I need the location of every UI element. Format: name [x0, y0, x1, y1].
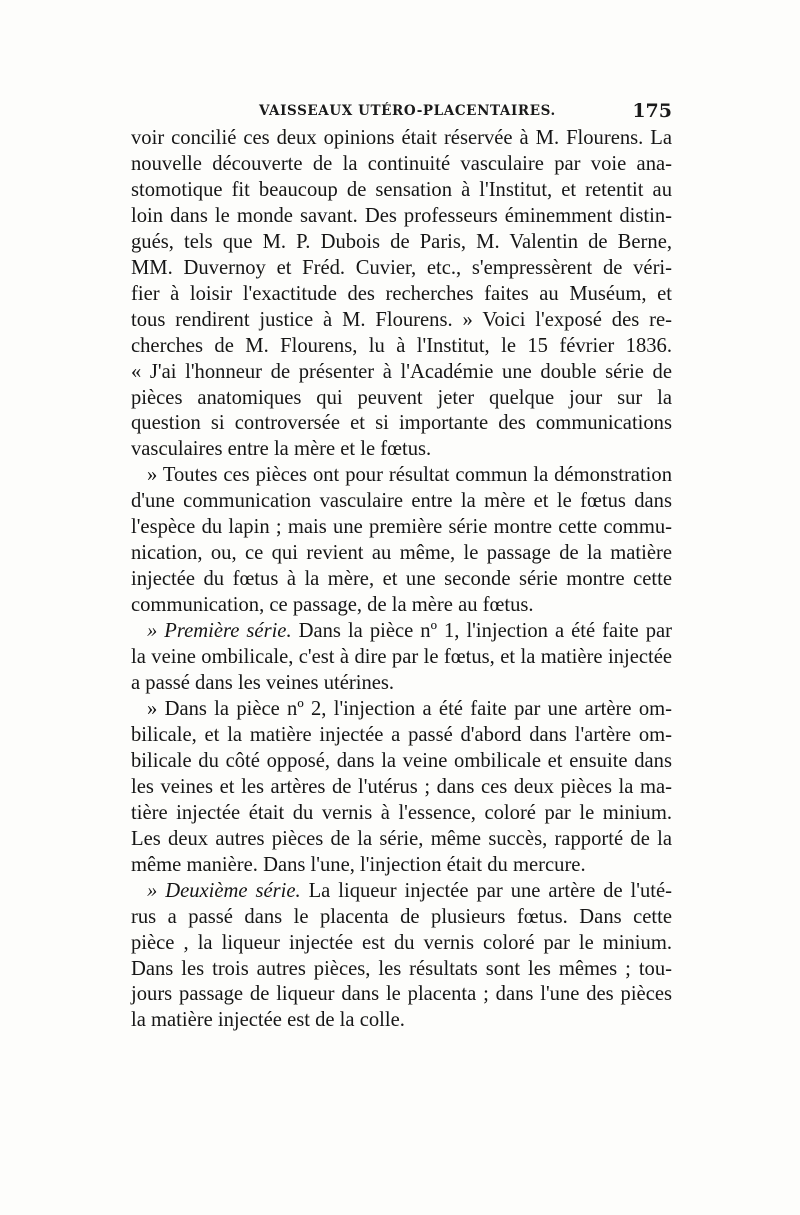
text-line [131, 879, 672, 905]
text-line: communication, ce passage, de la mère au fœtus. [131, 594, 534, 617]
text-line: jours passage de liqueur dans le placenta ; dans l'une des pièces [131, 983, 672, 1006]
running-title: VAISSEAUX UTÉRO-PLACENTAIRES. [259, 103, 556, 119]
text-line: cherches de M. Flourens, lu à l'Institut, le 15 février 1836. [131, 334, 672, 357]
text-line: question si controversée et si importante des communications [131, 412, 672, 435]
text-line: bilicale du côté opposé, dans la veine ombilicale et ensuite dans [131, 749, 672, 772]
text-line: MM. Duvernoy et Fréd. Cuvier, etc., s'empressèrent de véri- [131, 256, 672, 279]
text-line: » Dans la pièce nº 2, l'injection a été faite par une artère om- [147, 697, 672, 720]
text-line: nication, ou, ce qui revient au même, le passage de la matière [131, 542, 672, 565]
text-line: la matière injectée est de la colle. [131, 1009, 405, 1032]
text-line: nouvelle découverte de la continuité vasculaire par voie ana- [131, 152, 672, 175]
text-line: rus a passé dans le placenta de plusieurs fœtus. Dans cette [131, 905, 672, 928]
text-line: injectée du fœtus à la mère, et une seconde série montre cette [131, 568, 672, 591]
text-line: d'une communication vasculaire entre la mère et le fœtus dans [131, 490, 672, 513]
section-heading-italic: » Première série. [147, 620, 292, 643]
text-line: vasculaires entre la mère et le fœtus. [131, 438, 432, 461]
text-line: Les deux autres pièces de la série, même succès, rapporté de la [131, 827, 672, 850]
text-line-rest: La liqueur injectée par une artère de l'uté- [300, 879, 672, 902]
text-line [131, 619, 672, 645]
text-line: voir concilié ces deux opinions était réservée à M. Flourens. La [131, 127, 672, 149]
text-line: a passé dans les veines utérines. [131, 672, 395, 695]
text-line-rest: Dans la pièce nº 1, l'injection a été faite par [291, 620, 673, 643]
text-line: fier à loisir l'exactitude des recherches faites au Muséum, et [131, 282, 672, 305]
text-line: tous rendirent justice à M. Flourens. » Voici l'exposé des re- [131, 308, 672, 331]
page-header [134, 100, 672, 126]
section-heading-italic: » Deuxième série. [147, 879, 301, 902]
text-line: gués, tels que M. P. Dubois de Paris, M. Valentin de Berne, [131, 230, 672, 253]
text-line: tière injectée était du vernis à l'essence, coloré par le minium. [131, 801, 672, 824]
text-line: bilicale, et la matière injectée a passé d'abord dans l'artère om- [131, 723, 672, 746]
text-line: loin dans le monde savant. Des professeurs éminemment distin- [131, 204, 672, 227]
text-line: l'espèce du lapin ; mais une première série montre cette commu- [131, 516, 672, 539]
text-line: la veine ombilicale, c'est à dire par le fœtus, et la matière injectée [131, 646, 672, 669]
text-line: « J'ai l'honneur de présenter à l'Académie une double série de [131, 360, 672, 383]
text-line: » Toutes ces pièces ont pour résultat commun la démonstration [147, 464, 672, 487]
text-line: les veines et les artères de l'utérus ; dans ces deux pièces la ma- [131, 775, 672, 798]
text-line: pièces anatomiques qui peuvent jeter quelque jour sur la [131, 386, 672, 409]
page-number: 175 [632, 100, 672, 122]
text-line: même manière. Dans l'une, l'injection était du mercure. [131, 853, 586, 876]
text-line: stomotique fit beaucoup de sensation à l'Institut, et retentit au [131, 178, 672, 201]
text-line: Dans les trois autres pièces, les résultats sont les mêmes ; tou- [131, 957, 672, 980]
body-text [131, 126, 672, 1034]
text-line: pièce , la liqueur injectée est du vernis coloré par le minium. [131, 931, 672, 954]
